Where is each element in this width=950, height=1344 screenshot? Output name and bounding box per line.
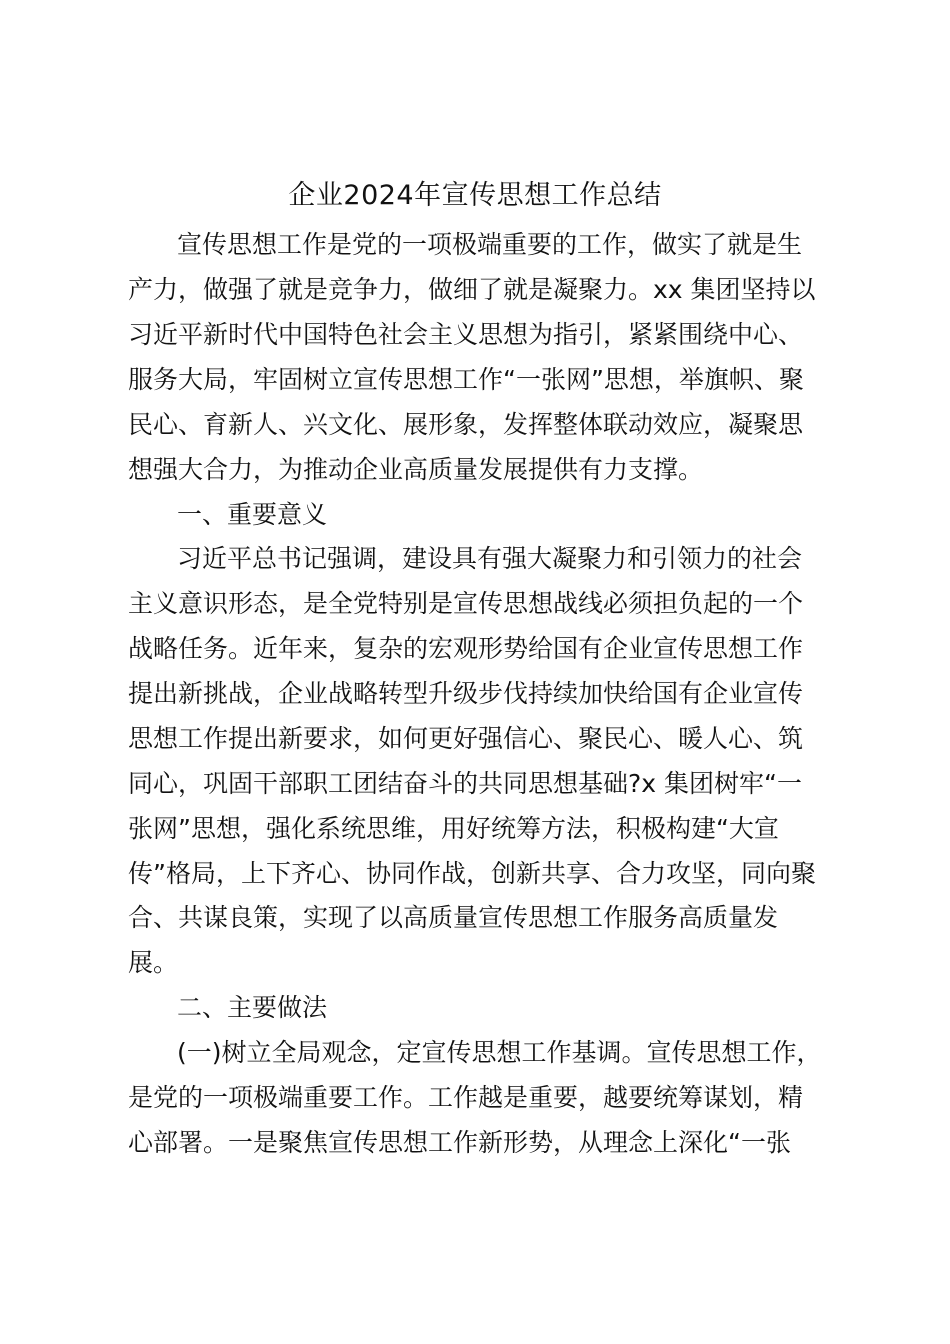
paragraph-line: 展。 <box>128 948 179 977</box>
section-heading: 一、重要意义 <box>177 500 328 529</box>
paragraph-line: 习近平新时代中国特色社会主义思想为指引，紧紧围绕中心、 <box>128 320 804 349</box>
paragraph-line: 主义意识形态，是全党特别是宣传思想战线必须担负起的一个 <box>128 589 804 618</box>
paragraph-line: 习近平总书记强调，建设具有强大凝聚力和引领力的社会 <box>177 544 803 573</box>
paragraph-line: 传”格局，上下齐心、协同作战，创新共享、合力攻坚，同向聚 <box>128 859 816 888</box>
section-heading: 二、主要做法 <box>177 993 328 1022</box>
paragraph-line: 心部署。一是聚焦宣传思想工作新形势，从理念上深化“一张 <box>128 1128 791 1157</box>
paragraph-line: 张网”思想，强化系统思维，用好统筹方法，积极构建“大宣 <box>128 814 779 843</box>
paragraph-line: 合、共谋良策，实现了以高质量宣传思想工作服务高质量发 <box>128 903 779 932</box>
paragraph-line: 服务大局，牢固树立宣传思想工作“一张网”思想，举旗帜、聚 <box>128 365 804 394</box>
paragraph-line: 产力，做强了就是竞争力，做细了就是凝聚力。xx 集团坚持以 <box>128 275 816 304</box>
paragraph-line: 战略任务。近年来，复杂的宏观形势给国有企业宣传思想工作 <box>128 634 804 663</box>
paragraph-line: 想强大合力，为推动企业高质量发展提供有力支撑。 <box>128 455 704 484</box>
paragraph-line: 提出新挑战，企业战略转型升级步伐持续加快给国有企业宣传 <box>128 679 804 708</box>
document-title: 企业2024年宣传思想工作总结 <box>288 180 662 211</box>
paragraph-line: 是党的一项极端重要工作。工作越是重要，越要统筹谋划，精 <box>128 1083 804 1112</box>
paragraph-line: 民心、育新人、兴文化、展形象，发挥整体联动效应，凝聚思 <box>128 410 804 439</box>
paragraph-line: 宣传思想工作是党的一项极端重要的工作，做实了就是生 <box>177 230 803 259</box>
paragraph-line: 同心，巩固干部职工团结奋斗的共同思想基础?x 集团树牢“一 <box>128 769 802 798</box>
paragraph-line: (一)树立全局观念，定宣传思想工作基调。宣传思想工作， <box>177 1038 822 1067</box>
paragraph-line: 思想工作提出新要求，如何更好强信心、聚民心、暖人心、筑 <box>128 724 804 753</box>
